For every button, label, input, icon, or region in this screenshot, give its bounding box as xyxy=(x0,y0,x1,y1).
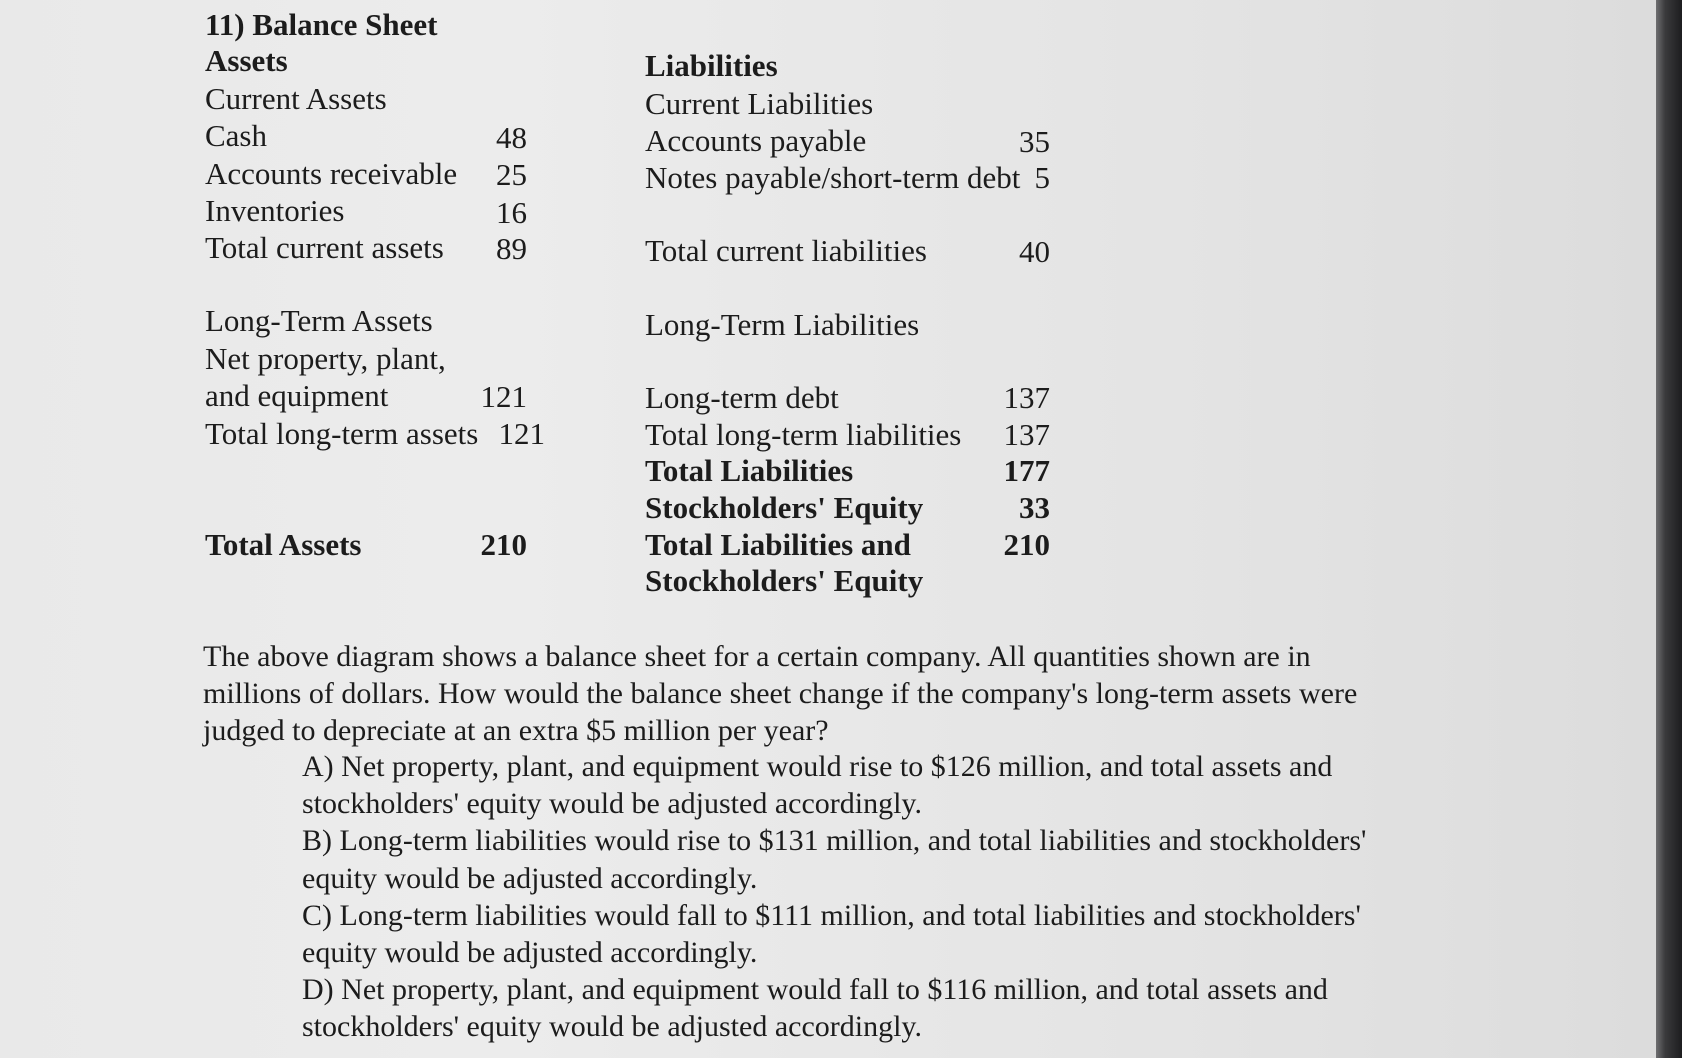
ppe-label-line1: Net property, plant, xyxy=(205,341,446,376)
ppe-label-line2: and equipment xyxy=(205,378,389,413)
total-liabilities-equity-label-line2: Stockholders' Equity xyxy=(645,563,924,598)
total-liabilities-label: Total Liabilities xyxy=(645,453,854,488)
stockholders-equity-value: 33 xyxy=(1019,490,1050,525)
screen-edge xyxy=(1656,0,1682,1058)
long-term-liabilities-heading: Long-Term Liabilities xyxy=(645,307,920,342)
option-a-line2: stockholders' equity would be adjusted accordingly. xyxy=(302,787,922,820)
total-current-liabilities-label: Total current liabilities xyxy=(645,233,927,268)
liabilities-heading: Liabilities xyxy=(645,48,778,83)
current-liabilities-heading: Current Liabilities xyxy=(645,86,874,121)
option-b-line2: equity would be adjusted accordingly. xyxy=(302,862,758,895)
question-line-3: judged to depreciate at an extra $5 million per year? xyxy=(203,714,829,747)
option-d-line1: D) Net property, plant, and equipment would fall to $116 million, and total assets and xyxy=(302,973,1328,1006)
notes-payable-value: 5 xyxy=(1034,160,1050,195)
notes-payable-label: Notes payable/short-term debt xyxy=(645,160,1021,195)
accounts-receivable-label: Accounts receivable xyxy=(205,156,458,191)
accounts-payable-value: 35 xyxy=(1019,124,1050,159)
option-c-line2: equity would be adjusted accordingly. xyxy=(302,936,758,969)
total-liabilities-value: 177 xyxy=(1003,453,1050,488)
stockholders-equity-label: Stockholders' Equity xyxy=(645,490,924,525)
total-assets-label: Total Assets xyxy=(205,527,362,562)
total-long-term-liabilities-value: 137 xyxy=(1003,417,1050,452)
total-current-liabilities-value: 40 xyxy=(1019,234,1050,269)
option-d-line2: stockholders' equity would be adjusted accordingly. xyxy=(302,1010,922,1043)
inventories-label: Inventories xyxy=(205,193,345,228)
problem-title: 11) Balance Sheet xyxy=(205,7,438,42)
total-liabilities-equity-label-line1: Total Liabilities and xyxy=(645,527,911,562)
option-b-line1: B) Long-term liabilities would rise to $131 million, and total liabilities and stockholders' xyxy=(302,824,1367,857)
option-a-line1: A) Net property, plant, and equipment would rise to $126 million, and total assets and xyxy=(302,750,1333,783)
option-c-line1: C) Long-term liabilities would fall to $111 million, and total liabilities and stockholders' xyxy=(302,899,1361,932)
current-assets-heading: Current Assets xyxy=(205,81,387,116)
total-current-assets-label: Total current assets xyxy=(205,230,444,265)
question-line-2: millions of dollars. How would the balance sheet change if the company's long-term assets were xyxy=(203,677,1358,710)
question-line-1: The above diagram shows a balance sheet for a certain company. All quantities shown are in xyxy=(203,640,1311,673)
total-current-assets-value: 89 xyxy=(496,231,527,266)
total-long-term-assets-value: 121 xyxy=(498,416,545,451)
assets-heading: Assets xyxy=(205,43,288,78)
total-liabilities-equity-value: 210 xyxy=(1003,527,1050,562)
long-term-debt-value: 137 xyxy=(1003,380,1050,415)
total-long-term-assets-label: Total long-term assets xyxy=(205,416,479,451)
inventories-value: 16 xyxy=(496,195,527,230)
long-term-assets-heading: Long-Term Assets xyxy=(205,303,433,338)
total-assets-value: 210 xyxy=(480,527,527,562)
accounts-receivable-value: 25 xyxy=(496,157,527,192)
total-long-term-liabilities-label: Total long-term liabilities xyxy=(645,417,962,452)
accounts-payable-label: Accounts payable xyxy=(645,123,867,158)
cash-label: Cash xyxy=(205,118,267,153)
long-term-debt-label: Long-term debt xyxy=(645,380,839,415)
cash-value: 48 xyxy=(496,120,527,155)
ppe-value: 121 xyxy=(480,379,527,414)
